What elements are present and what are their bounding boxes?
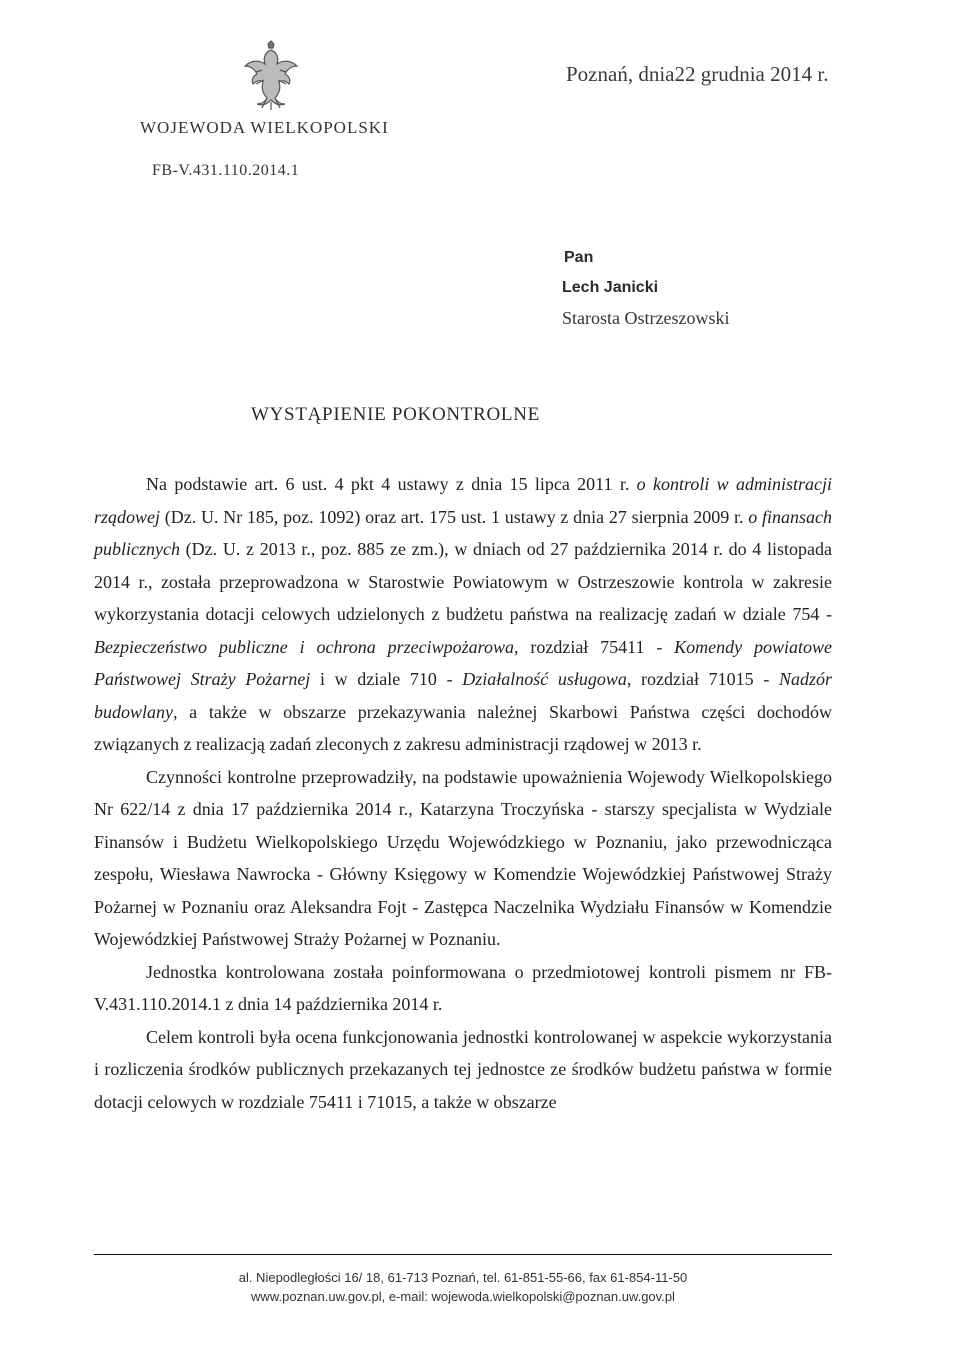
addressee-name: Lech Janicki [562,279,659,296]
polish-eagle-emblem-icon [240,40,302,112]
document-body [94,468,832,1118]
footer-web-contact: www.poznan.uw.gov.pl, e-mail: wojewoda.wielkopolski@poznan.uw.gov.pl [251,1289,675,1304]
addressee-block [562,243,729,333]
case-number: FB-V.431.110.2014.1 [152,162,300,179]
footer [0,1268,926,1306]
footer-divider [94,1254,832,1255]
paragraph-legal-basis: Na podstawie art. 6 ust. 4 pkt 4 ustawy z dnia 15 lipca 2011 r. o kontroli w administracji rządowej (Dz. U. Nr 185, poz. 1092) oraz art. 175 ust. 1 ustawy z dnia 27 sierpnia 2009 r. o finansach publicznych (Dz. U. z 2013 r., poz. 885 ze zm.), w dniach od 27 października 2014 r. do 4 listopada 2014 r., została przeprowadzona w Starostwie Powiatowym w Ostrzeszowie kontrola w zakresie wykorzystania dotacji celowych udzielonych z budżetu państwa na realizację zadań w dziale 754 - Bezpieczeństwo publiczne i ochrona przeciwpożarowa, rozdział 75411 - Komendy powiatowe Państwowej Straży Pożarnej i w dziale 710 - Działalność usługowa, rozdział 71015 - Nadzór budowlany, a także w obszarze przekazywania należnej Skarbowi Państwa części dochodów związanych z realizacją zadań zleconych z zakresu administracji rządowej w 2013 r. [94,474,833,754]
paragraph-notification: Jednostka kontrolowana została poinformowana o przedmiotowej kontroli pismem nr FB-V.431.110.2014.1 z dnia 14 października 2014 r. [94,961,832,1014]
paragraph-purpose: Celem kontroli była ocena funkcjonowania jednostki kontrolowanej w aspekcie wykorzystania i rozliczenia środków publicznych przekazanych tej jednostce ze środków budżetu państwa w formie dotacji celowych w rozdziale 75411 i 71015, a także w obszarze [94,1026,832,1112]
addressee-title: Starosta Ostrzeszowski [562,308,730,328]
issuer-name: WOJEWODA WIELKOPOLSKI [140,118,389,137]
document-title: WYSTĄPIENIE POKONTROLNE [251,404,540,425]
place-and-date: Poznań, dnia22 grudnia 2014 r. [566,62,829,86]
footer-address: al. Niepodległości 16/ 18, 61-713 Poznań, tel. 61-851-55-66, fax 61-854-11-50 [238,1270,688,1285]
paragraph-inspectors: Czynności kontrolne przeprowadziły, na podstawie upoważnienia Wojewody Wielkopolskiego Nr 622/14 z dnia 17 października 2014 r., Katarzyna Troczyńska - starszy specjalista w Wydziale Finansów i Budżetu Wielkopolskiego Urzędu Wojewódzkiego w Poznaniu, jako przewodnicząca zespołu, Wiesława Nawrocka - Główny Księgowy w Komendzie Wojewódzkiej Państwowej Straży Pożarnej w Poznaniu oraz Aleksandra Fojt - Zastępca Naczelnika Wydziału Finansów w Komendzie Wojewódzkiej Państwowej Straży Pożarnej w Poznaniu. [94,766,832,949]
addressee-salutation: Pan [564,249,594,266]
